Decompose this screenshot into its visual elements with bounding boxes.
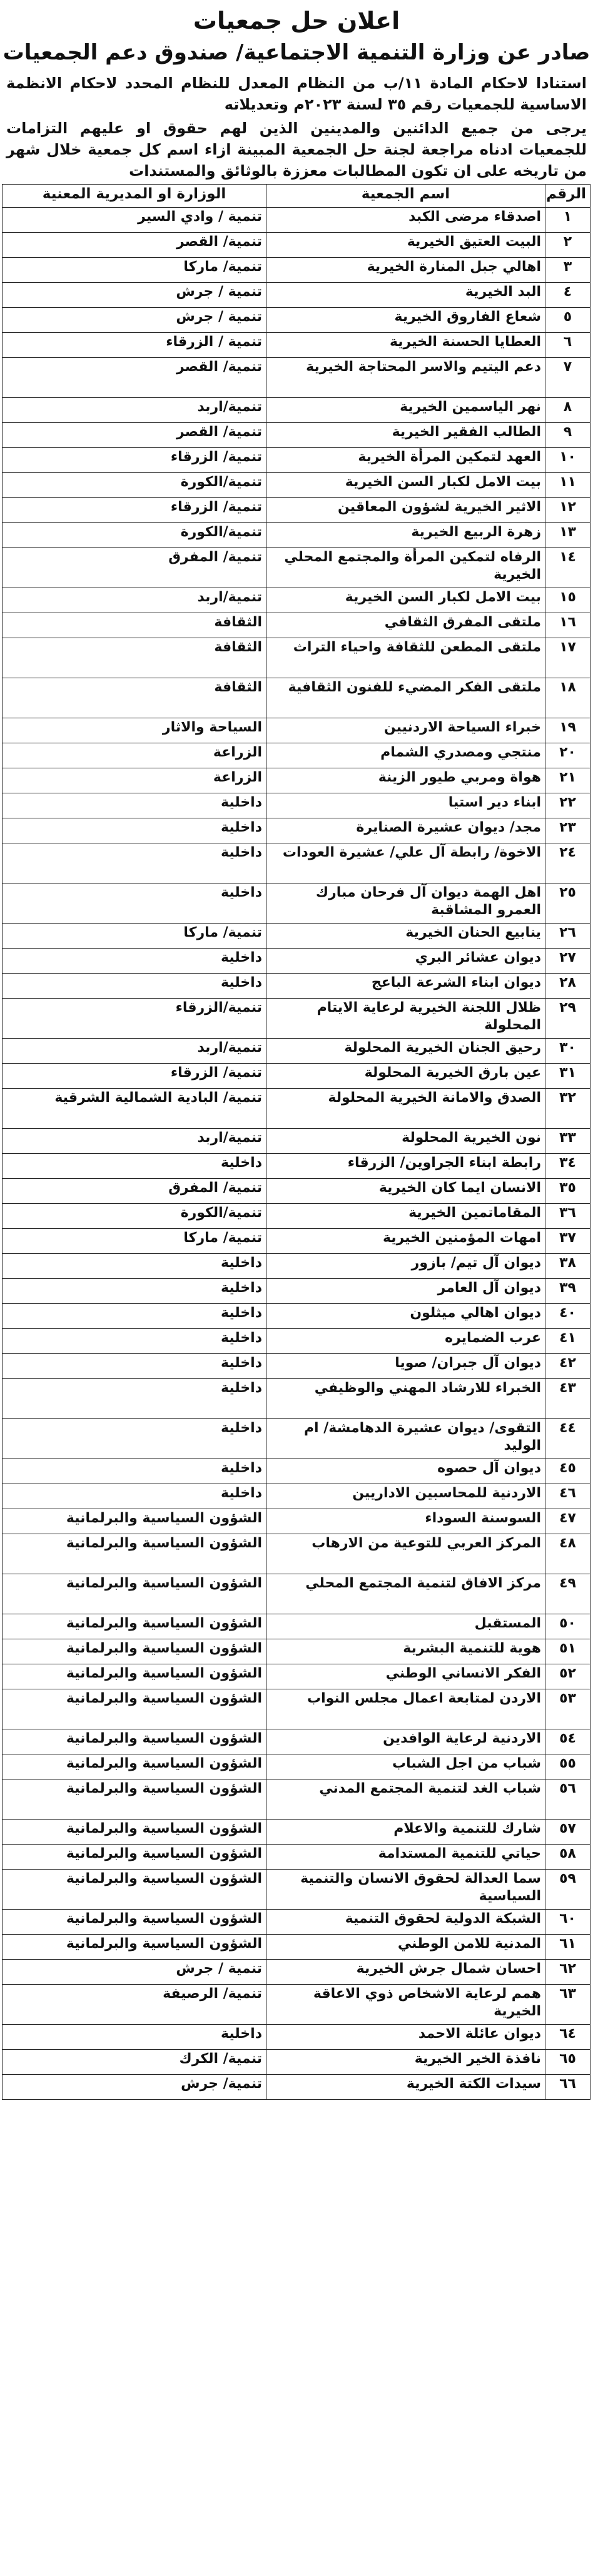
ministry-name: تنمية/ ماركا: [3, 258, 266, 283]
ministry-name: داخلية: [3, 1419, 266, 1459]
association-name: امهات المؤمنين الخيرية: [266, 1229, 545, 1254]
association-name: خبراء السياحة الاردنيين: [266, 718, 545, 743]
row-number: ٧: [545, 358, 590, 398]
row-number: ٩: [545, 423, 590, 448]
legal-basis-paragraph: استنادا لاحكام المادة ١١/ب من النظام المعدل للنظام المحدد لاحكام الانظمة الاساسية للجمعيات رقم ٣٥ لسنة ٢٠٢٣م وتعديلاته: [6, 74, 587, 113]
association-name: سيدات الكتة الخيرية: [266, 2075, 545, 2100]
ministry-name: داخلية: [3, 818, 266, 843]
association-name: شعاع الفاروق الخيرية: [266, 308, 545, 333]
table-row: [3, 208, 590, 233]
table-body: [3, 208, 590, 2100]
table-row: [3, 398, 590, 423]
table-row: [3, 1729, 590, 1754]
table-row: [3, 1754, 590, 1779]
row-number: ٣٢: [545, 1089, 590, 1129]
row-number: ٣٠: [545, 1039, 590, 1064]
ministry-name: داخلية: [3, 843, 266, 883]
ministry-name: داخلية: [3, 793, 266, 818]
table-row: [3, 1254, 590, 1279]
ministry-name: داخلية: [3, 1484, 266, 1509]
association-name: عين بارق الخيرية المحلولة: [266, 1064, 545, 1089]
announcement: [3, 0, 590, 2100]
row-number: ٨: [545, 398, 590, 423]
association-name: العطايا الحسنة الخيرية: [266, 333, 545, 358]
ministry-name: تنمية/ ماركا: [3, 924, 266, 949]
association-name: الاردنية لرعاية الوافدين: [266, 1729, 545, 1754]
ministry-name: الشؤون السياسية والبرلمانية: [3, 1639, 266, 1664]
row-number: ٢٦: [545, 924, 590, 949]
association-name: الصدق والامانة الخيرية المحلولة: [266, 1089, 545, 1129]
association-name: ديوان عائلة الاحمد: [266, 2025, 545, 2050]
table-row: [3, 1279, 590, 1304]
ministry-name: الشؤون السياسية والبرلمانية: [3, 1845, 266, 1870]
table-row: [3, 283, 590, 308]
table-row: [3, 1419, 590, 1459]
association-name: المدنية للامن الوطني: [266, 1935, 545, 1960]
row-number: ٤: [545, 283, 590, 308]
association-name: نهر الياسمين الخيرية: [266, 398, 545, 423]
table-row: [3, 1304, 590, 1329]
ministry-name: الثقافة: [3, 678, 266, 718]
row-number: ١٠: [545, 448, 590, 473]
ministry-name: تنمية/ المفرق: [3, 1179, 266, 1204]
ministry-name: تنمية/ ماركا: [3, 1229, 266, 1254]
table-row: [3, 818, 590, 843]
association-name: همم لرعاية الاشخاص ذوي الاعاقة الخيرية: [266, 1985, 545, 2025]
row-number: ٦١: [545, 1935, 590, 1960]
association-name: الاخوة/ رابطة آل علي/ عشيرة العودات: [266, 843, 545, 883]
ministry-name: تنمية / وادي السير: [3, 208, 266, 233]
associations-table: [2, 184, 590, 2100]
ministry-name: الشؤون السياسية والبرلمانية: [3, 1935, 266, 1960]
row-number: ٥٨: [545, 1845, 590, 1870]
association-name: دعم اليتيم والاسر المحتاجة الخيرية: [266, 358, 545, 398]
table-row: [3, 1574, 590, 1614]
association-name: ديوان اهالي ميثلون: [266, 1304, 545, 1329]
row-number: ٤٦: [545, 1484, 590, 1509]
association-name: السوسنة السوداء: [266, 1509, 545, 1534]
ministry-name: داخلية: [3, 1254, 266, 1279]
ministry-name: داخلية: [3, 1354, 266, 1379]
association-name: شباب من اجل الشباب: [266, 1754, 545, 1779]
association-name: بيت الامل لكبار السن الخيرية: [266, 473, 545, 498]
association-name: نون الخيرية المحلولة: [266, 1129, 545, 1154]
table-row: [3, 1689, 590, 1729]
row-number: ١٣: [545, 523, 590, 548]
ministry-name: تنمية/اربد: [3, 398, 266, 423]
table-row: [3, 448, 590, 473]
row-number: ٦٤: [545, 2025, 590, 2050]
row-number: ١٢: [545, 498, 590, 523]
row-number: ٤١: [545, 1329, 590, 1354]
ministry-name: داخلية: [3, 883, 266, 924]
association-name: هواة ومربي طيور الزينة: [266, 768, 545, 793]
association-name: الرفاه لتمكين المرأة والمجتمع المحلي الخيرية: [266, 548, 545, 588]
row-number: ١٦: [545, 613, 590, 638]
association-name: ديوان آل العامر: [266, 1279, 545, 1304]
ministry-name: الشؤون السياسية والبرلمانية: [3, 1729, 266, 1754]
association-name: اهل الهمة ديوان آل فرحان مبارك العمرو المشاقبة: [266, 883, 545, 924]
ministry-name: داخلية: [3, 1459, 266, 1484]
row-number: ٥٣: [545, 1689, 590, 1729]
association-name: البد الخيرية: [266, 283, 545, 308]
header-number: الرقم: [545, 185, 590, 208]
row-number: ٢٥: [545, 883, 590, 924]
ministry-name: السياحة والاثار: [3, 718, 266, 743]
association-name: احسان شمال جرش الخيرية: [266, 1960, 545, 1985]
ministry-name: تنمية/ الرصيفة: [3, 1985, 266, 2025]
association-name: ديوان آل جبران/ صويا: [266, 1354, 545, 1379]
ministry-name: داخلية: [3, 949, 266, 974]
ministry-name: تنمية / جرش: [3, 308, 266, 333]
row-number: ٥٧: [545, 1820, 590, 1845]
row-number: ٥٢: [545, 1664, 590, 1689]
row-number: ٦٠: [545, 1910, 590, 1935]
row-number: ١: [545, 208, 590, 233]
table-row: [3, 523, 590, 548]
ministry-name: تنمية/اربد: [3, 588, 266, 613]
association-name: المقاماتمين الخيرية: [266, 1204, 545, 1229]
table-row: [3, 1379, 590, 1419]
association-name: ظلال اللجنة الخيرية لرعاية الايتام المحلولة: [266, 999, 545, 1039]
ministry-name: الشؤون السياسية والبرلمانية: [3, 1574, 266, 1614]
row-number: ٤٩: [545, 1574, 590, 1614]
table-row: [3, 498, 590, 523]
association-name: رحيق الجنان الخيرية المحلولة: [266, 1039, 545, 1064]
ministry-name: داخلية: [3, 1279, 266, 1304]
association-name: مجد/ ديوان عشيرة الصنايرة: [266, 818, 545, 843]
association-name: ديوان ابناء الشرعة الباعج: [266, 974, 545, 999]
row-number: ١٤: [545, 548, 590, 588]
table-row: [3, 924, 590, 949]
association-name: التقوى/ ديوان عشيرة الدهامشة/ ام الوليد: [266, 1419, 545, 1459]
ministry-name: تنمية/ الزرقاء: [3, 448, 266, 473]
table-row: [3, 548, 590, 588]
row-number: ٥: [545, 308, 590, 333]
table-row: [3, 1779, 590, 1820]
row-number: ٥٦: [545, 1779, 590, 1820]
row-number: ٤٠: [545, 1304, 590, 1329]
ministry-name: تنمية/الكورة: [3, 1204, 266, 1229]
ministry-name: الزراعة: [3, 743, 266, 768]
table-row: [3, 743, 590, 768]
association-name: منتجي ومصدري الشمام: [266, 743, 545, 768]
ministry-name: داخلية: [3, 1379, 266, 1419]
ministry-name: تنمية/الكورة: [3, 473, 266, 498]
ministry-name: الشؤون السياسية والبرلمانية: [3, 1820, 266, 1845]
row-number: ٤٥: [545, 1459, 590, 1484]
ministry-name: الشؤون السياسية والبرلمانية: [3, 1614, 266, 1639]
ministry-name: تنمية/ جرش: [3, 2075, 266, 2100]
table-row: [3, 883, 590, 924]
header-association-name: اسم الجمعية: [266, 185, 545, 208]
row-number: ٢٩: [545, 999, 590, 1039]
row-number: ٣٥: [545, 1179, 590, 1204]
table-row: [3, 308, 590, 333]
row-number: ٦: [545, 333, 590, 358]
association-name: عرب الضمايره: [266, 1329, 545, 1354]
association-name: الخبراء للارشاد المهني والوظيفي: [266, 1379, 545, 1419]
ministry-name: داخلية: [3, 1154, 266, 1179]
association-name: شارك للتنمية والاعلام: [266, 1820, 545, 1845]
table-row: [3, 1534, 590, 1574]
table-row: [3, 1960, 590, 1985]
table-row: [3, 1935, 590, 1960]
table-row: [3, 1459, 590, 1484]
row-number: ٢٠: [545, 743, 590, 768]
association-name: المستقبل: [266, 1614, 545, 1639]
row-number: ٣٤: [545, 1154, 590, 1179]
association-name: بيت الامل لكبار السن الخيرية: [266, 588, 545, 613]
association-name: ديوان آل تيم/ بازور: [266, 1254, 545, 1279]
announcement-title: اعلان حل جمعيات: [193, 7, 400, 34]
table-row: [3, 1820, 590, 1845]
row-number: ٥٠: [545, 1614, 590, 1639]
ministry-name: الزراعة: [3, 768, 266, 793]
association-name: اصدقاء مرضى الكبد: [266, 208, 545, 233]
ministry-name: تنمية/ القصر: [3, 423, 266, 448]
table-row: [3, 999, 590, 1039]
ministry-name: تنمية/ المفرق: [3, 548, 266, 588]
row-number: ٢٧: [545, 949, 590, 974]
association-name: الاثير الخيرية لشؤون المعاقين: [266, 498, 545, 523]
row-number: ٢٢: [545, 793, 590, 818]
row-number: ٦٥: [545, 2050, 590, 2075]
row-number: ٢٣: [545, 818, 590, 843]
association-name: العهد لتمكين المرأة الخيرية: [266, 448, 545, 473]
association-name: حياتي للتنمية المستدامة: [266, 1845, 545, 1870]
row-number: ٥٤: [545, 1729, 590, 1754]
ministry-name: داخلية: [3, 974, 266, 999]
row-number: ٦٣: [545, 1985, 590, 2025]
row-number: ٣٧: [545, 1229, 590, 1254]
table-row: [3, 333, 590, 358]
association-name: المركز العربي للتوعية من الارهاب: [266, 1534, 545, 1574]
ministry-name: تنمية/الكورة: [3, 523, 266, 548]
table-row: [3, 1664, 590, 1689]
ministry-name: تنمية/ الكرك: [3, 2050, 266, 2075]
table-row: [3, 1910, 590, 1935]
ministry-name: داخلية: [3, 1329, 266, 1354]
table-row: [3, 473, 590, 498]
association-name: رابطة ابناء الجراوين/ الزرقاء: [266, 1154, 545, 1179]
table-row: [3, 974, 590, 999]
table-row: [3, 1329, 590, 1354]
association-name: مركز الافاق لتنمية المجتمع المحلي: [266, 1574, 545, 1614]
row-number: ١٥: [545, 588, 590, 613]
row-number: ٥٥: [545, 1754, 590, 1779]
row-number: ٦٦: [545, 2075, 590, 2100]
association-name: سما العدالة لحقوق الانسان والتنمية السياسية: [266, 1870, 545, 1910]
row-number: ٦٢: [545, 1960, 590, 1985]
row-number: ١٩: [545, 718, 590, 743]
ministry-name: تنمية/اربد: [3, 1039, 266, 1064]
ministry-name: الشؤون السياسية والبرلمانية: [3, 1779, 266, 1820]
row-number: ٥٩: [545, 1870, 590, 1910]
row-number: ٢٤: [545, 843, 590, 883]
row-number: ٣٦: [545, 1204, 590, 1229]
association-name: ينابيع الحنان الخيرية: [266, 924, 545, 949]
table-row: [3, 1089, 590, 1129]
association-name: ملتقى الفكر المضيء للفنون الثقافية: [266, 678, 545, 718]
table-row: [3, 1509, 590, 1534]
table-row: [3, 423, 590, 448]
ministry-name: تنمية/ البادية الشمالية الشرقية: [3, 1089, 266, 1129]
row-number: ٢: [545, 233, 590, 258]
ministry-name: الشؤون السياسية والبرلمانية: [3, 1754, 266, 1779]
association-name: هوية للتنمية البشرية: [266, 1639, 545, 1664]
row-number: ١٧: [545, 638, 590, 678]
row-number: ٣٨: [545, 1254, 590, 1279]
table-row: [3, 768, 590, 793]
ministry-name: الشؤون السياسية والبرلمانية: [3, 1910, 266, 1935]
association-name: ديوان عشائر البري: [266, 949, 545, 974]
row-number: ٤٣: [545, 1379, 590, 1419]
ministry-name: الشؤون السياسية والبرلمانية: [3, 1534, 266, 1574]
ministry-name: داخلية: [3, 1304, 266, 1329]
table-row: [3, 1204, 590, 1229]
ministry-name: تنمية/ القصر: [3, 233, 266, 258]
association-name: ابناء دير استيا: [266, 793, 545, 818]
table-row: [3, 1129, 590, 1154]
row-number: ٤٧: [545, 1509, 590, 1534]
association-name: ملتقى المطعن للثقافة واحياء التراث: [266, 638, 545, 678]
table-row: [3, 1639, 590, 1664]
association-name: شباب الغد لتنمية المجتمع المدني: [266, 1779, 545, 1820]
row-number: ٣٩: [545, 1279, 590, 1304]
table-row: [3, 1064, 590, 1089]
row-number: ٣: [545, 258, 590, 283]
ministry-name: تنمية/ الزرقاء: [3, 1064, 266, 1089]
row-number: ٢٨: [545, 974, 590, 999]
row-number: ١١: [545, 473, 590, 498]
association-name: نافذة الخير الخيرية: [266, 2050, 545, 2075]
table-row: [3, 358, 590, 398]
ministry-name: الشؤون السياسية والبرلمانية: [3, 1664, 266, 1689]
table-row: [3, 1614, 590, 1639]
ministry-name: الثقافة: [3, 638, 266, 678]
association-name: ديوان آل حصوه: [266, 1459, 545, 1484]
row-number: ٤٢: [545, 1354, 590, 1379]
row-number: ٢١: [545, 768, 590, 793]
ministry-name: تنمية/ القصر: [3, 358, 266, 398]
row-number: ٤٨: [545, 1534, 590, 1574]
table-row: [3, 1179, 590, 1204]
row-number: ١٨: [545, 678, 590, 718]
ministry-name: تنمية / جرش: [3, 283, 266, 308]
table-row: [3, 233, 590, 258]
table-row: [3, 793, 590, 818]
row-number: ٥١: [545, 1639, 590, 1664]
table-row: [3, 1484, 590, 1509]
association-name: زهرة الربيع الخيرية: [266, 523, 545, 548]
announcement-subtitle: صادر عن وزارة التنمية الاجتماعية/ صندوق دعم الجمعيات: [3, 40, 590, 65]
creditors-notice-paragraph: يرجى من جميع الدائنين والمدينين الذين لهم حقوق او عليهم التزامات للجمعيات ادناه مراجعة لجنة حل الجمعية المبينة ازاء اسم كل جمعية خلال شهر من تاريخه على ان تكون المطالبات معززة بالوثائق والمستندات: [6, 120, 587, 180]
ministry-name: داخلية: [3, 2025, 266, 2050]
row-number: ٣١: [545, 1064, 590, 1089]
table-row: [3, 678, 590, 718]
table-row: [3, 638, 590, 678]
header-ministry: الوزارة او المديرية المعنية: [3, 185, 266, 208]
table-row: [3, 2075, 590, 2100]
association-name: ملتقى المفرق الثقافي: [266, 613, 545, 638]
ministry-name: الشؤون السياسية والبرلمانية: [3, 1689, 266, 1729]
ministry-name: تنمية / الزرقاء: [3, 333, 266, 358]
table-row: [3, 1985, 590, 2025]
association-name: اهالي جبل المنارة الخيرية: [266, 258, 545, 283]
table-row: [3, 718, 590, 743]
table-row: [3, 613, 590, 638]
table-row: [3, 1229, 590, 1254]
association-name: الاردنية للمحاسبين الاداريين: [266, 1484, 545, 1509]
table-row: [3, 2025, 590, 2050]
table-row: [3, 1845, 590, 1870]
row-number: ٤٤: [545, 1419, 590, 1459]
association-name: الفكر الانساني الوطني: [266, 1664, 545, 1689]
ministry-name: الثقافة: [3, 613, 266, 638]
association-name: البيت العتيق الخيرية: [266, 233, 545, 258]
association-name: الطالب الفقير الخيرية: [266, 423, 545, 448]
association-name: الاردن لمتابعة اعمال مجلس النواب: [266, 1689, 545, 1729]
table-row: [3, 949, 590, 974]
table-row: [3, 258, 590, 283]
ministry-name: تنمية/اربد: [3, 1129, 266, 1154]
table-header-row: [3, 185, 590, 208]
table-row: [3, 588, 590, 613]
ministry-name: الشؤون السياسية والبرلمانية: [3, 1509, 266, 1534]
ministry-name: تنمية / جرش: [3, 1960, 266, 1985]
row-number: ٣٣: [545, 1129, 590, 1154]
ministry-name: تنمية/ الزرقاء: [3, 498, 266, 523]
table-row: [3, 1039, 590, 1064]
ministry-name: الشؤون السياسية والبرلمانية: [3, 1870, 266, 1910]
table-row: [3, 1154, 590, 1179]
table-row: [3, 843, 590, 883]
table-row: [3, 1354, 590, 1379]
table-row: [3, 1870, 590, 1910]
association-name: الانسان ايما كان الخيرية: [266, 1179, 545, 1204]
table-row: [3, 2050, 590, 2075]
ministry-name: تنمية/الزرقاء: [3, 999, 266, 1039]
association-name: الشبكة الدولية لحقوق التنمية: [266, 1910, 545, 1935]
